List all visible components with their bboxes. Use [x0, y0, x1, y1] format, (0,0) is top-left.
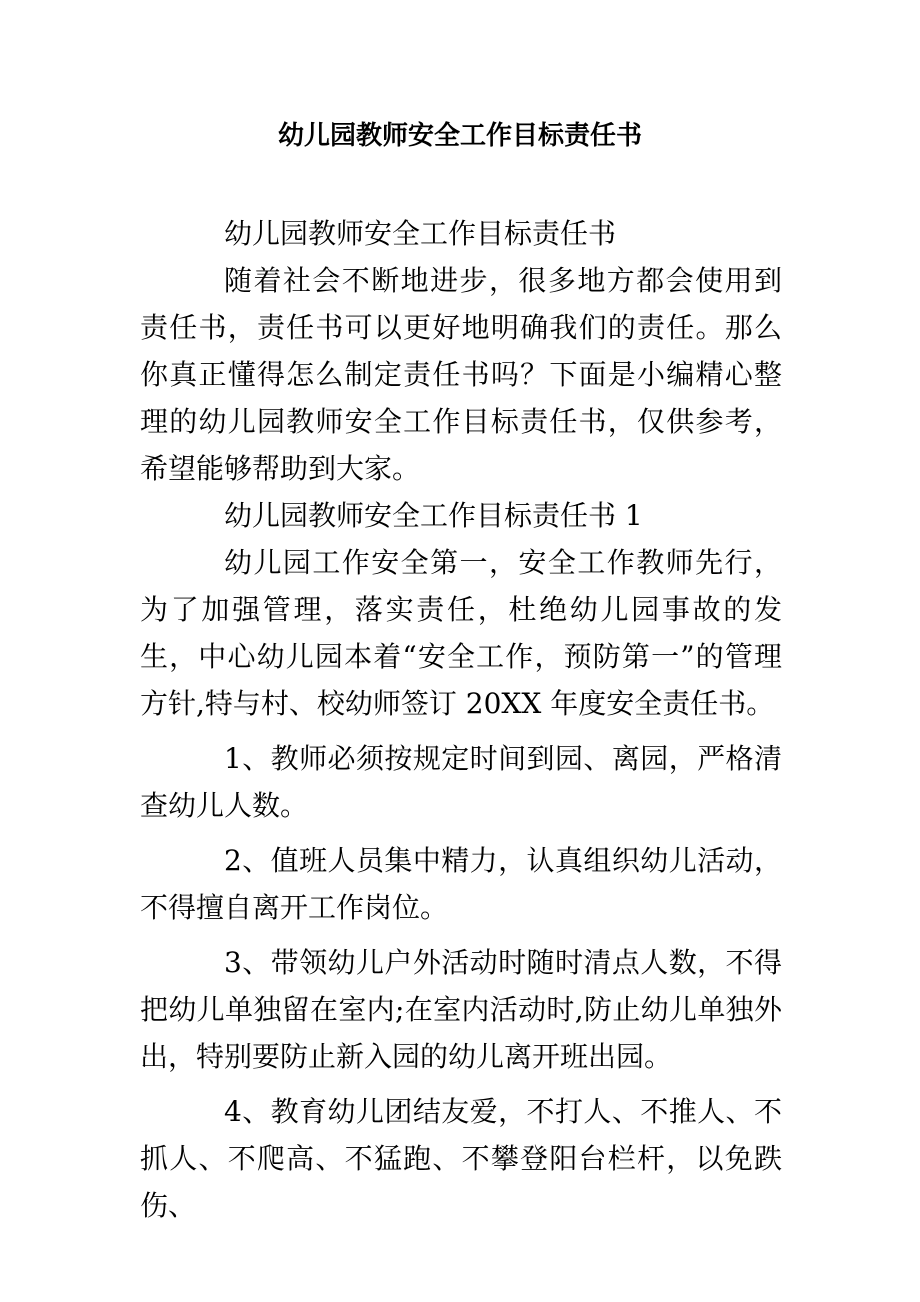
paragraph-section-title-1: 幼儿园教师安全工作目标责任书 1	[224, 499, 643, 532]
document-body	[140, 210, 782, 1229]
paragraph-item-2: 2、值班人员集中精力，认真组织幼儿活动，不得擅自离开工作岗位。	[140, 844, 782, 924]
paragraph-intro: 随着社会不断地进步，很多地方都会使用到责任书，责任书可以更好地明确我们的责任。那么你真正懂得怎么制定责任书吗？下面是小编精心整理的幼儿园教师安全工作目标责任书，仅供参考，希望能够帮助到大家。	[140, 264, 782, 485]
document-title: 幼儿园教师安全工作目标责任书	[277, 121, 642, 151]
paragraph-item-4: 4、教育幼儿团结友爱，不打人、不推人、不抓人、不爬高、不猛跑、不攀登阳台栏杆，以免跌伤、	[140, 1095, 782, 1222]
paragraph-item-3: 3、带领幼儿户外活动时随时清点人数，不得把幼儿单独留在室内;在室内活动时,防止幼儿单独外出，特别要防止新入园的幼儿离开班出园。	[140, 946, 782, 1073]
paragraph-heading-repeat: 幼儿园教师安全工作目标责任书	[224, 217, 617, 250]
paragraph-item-1: 1、教师必须按规定时间到园、离园，严格清查幼儿人数。	[140, 742, 782, 822]
paragraph-preamble: 幼儿园工作安全第一，安全工作教师先行，为了加强管理，落实责任，杜绝幼儿园事故的发生，中心幼儿园本着“安全工作，预防第一”的管理方针,特与村、校幼师签订 20XX 年度安全责任书。	[140, 546, 782, 720]
